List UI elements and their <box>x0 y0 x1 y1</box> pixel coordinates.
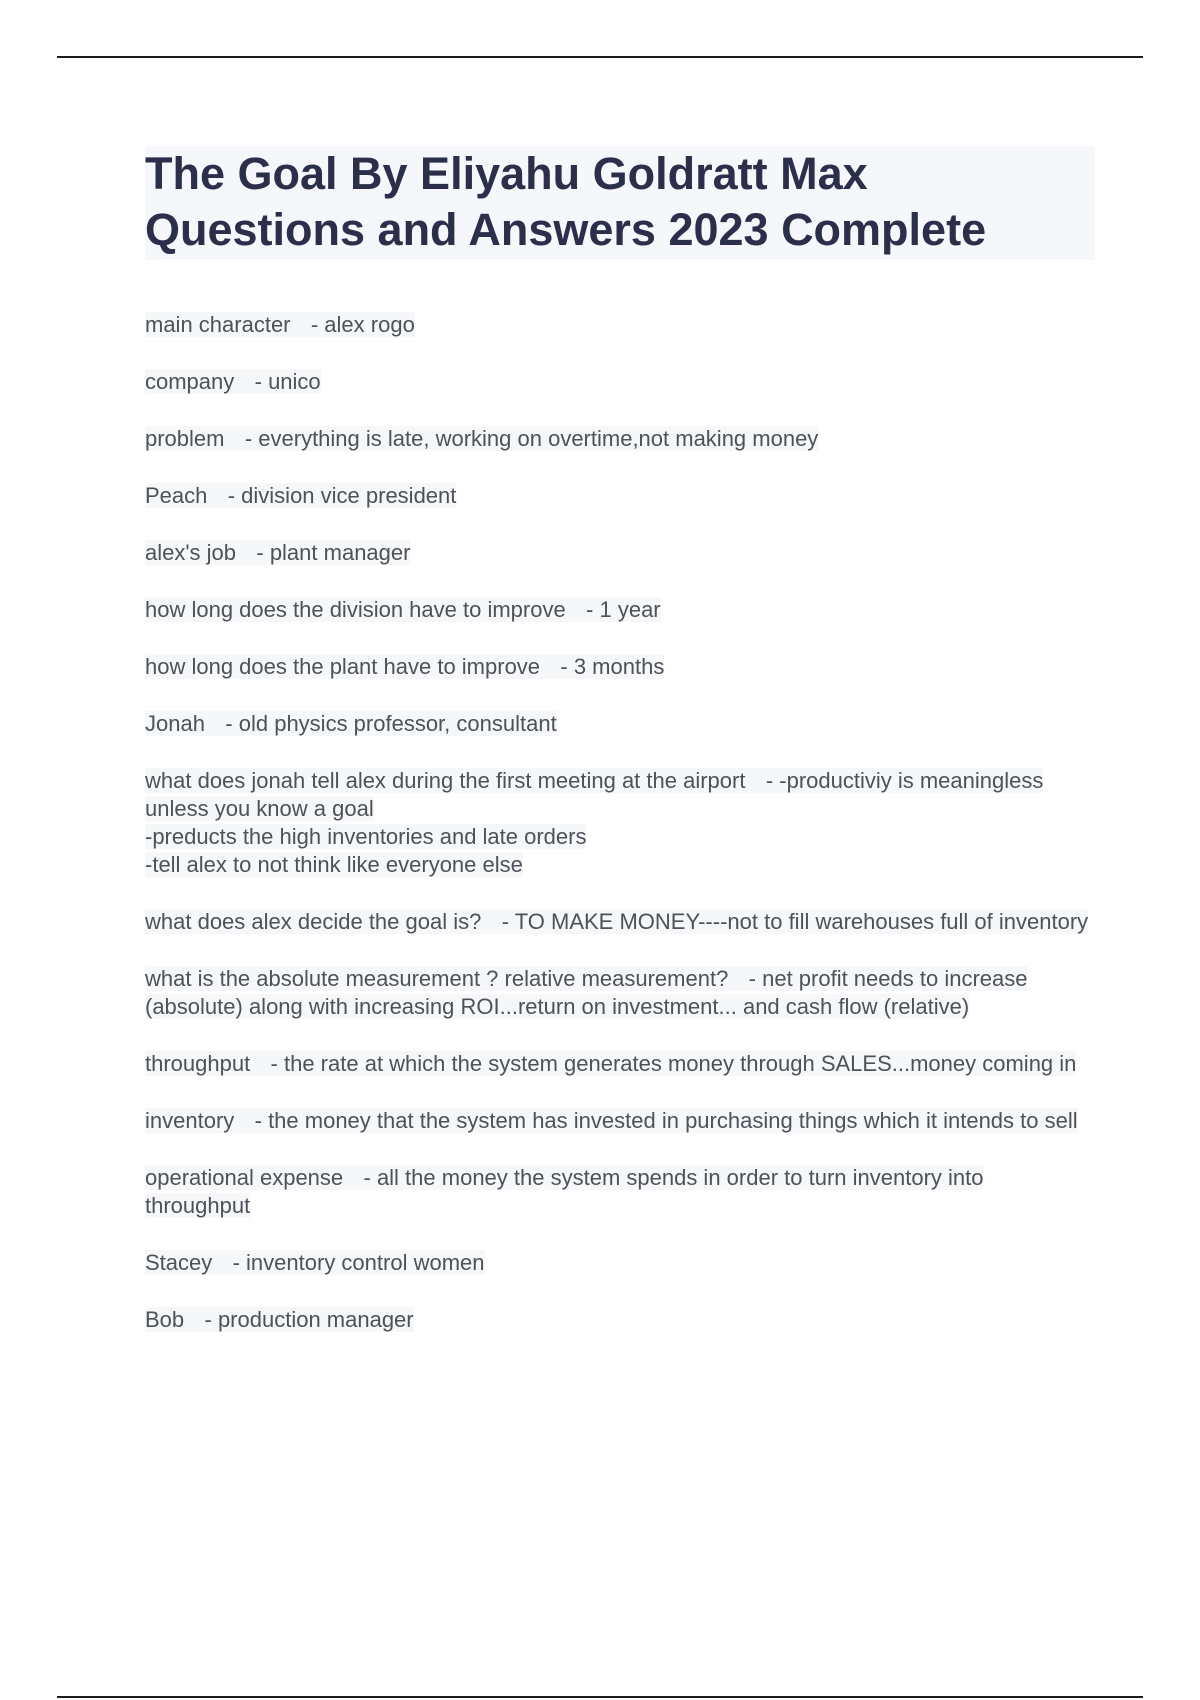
answer: - TO MAKE MONEY----not to fill warehouses full of inventory <box>501 909 1089 934</box>
question: inventory <box>145 1108 235 1133</box>
title-block <box>145 146 1095 260</box>
answer: - inventory control women <box>232 1250 485 1275</box>
answer: - the rate at which the system generates money through SALES...money coming in <box>270 1051 1077 1076</box>
qa-item <box>145 311 1090 339</box>
answer: - -productiviy is meaningless unless you know a goal -preducts the high inventories and late orders -tell alex to not think like everyone else <box>145 768 1044 877</box>
qa-item <box>145 767 1090 879</box>
answer: - the money that the system has invested in purchasing things which it intends to sell <box>254 1108 1078 1133</box>
question: what does alex decide the goal is? <box>145 909 482 934</box>
question: main character <box>145 312 291 337</box>
qa-item <box>145 710 1090 738</box>
qa-item <box>145 1050 1090 1078</box>
qa-item <box>145 1306 1090 1334</box>
top-rule <box>57 56 1143 58</box>
answer: - production manager <box>204 1307 414 1332</box>
answer: - everything is late, working on overtime,not making money <box>244 426 819 451</box>
question: how long does the plant have to improve <box>145 654 541 679</box>
question: problem <box>145 426 225 451</box>
question: what does jonah tell alex during the first meeting at the airport <box>145 768 746 793</box>
answer: - 1 year <box>586 597 661 622</box>
question: alex's job <box>145 540 237 565</box>
qa-item <box>145 368 1090 396</box>
question: Jonah <box>145 711 205 736</box>
answer: - plant manager <box>256 540 411 565</box>
document-title: The Goal By Eliyahu Goldratt Max Questions and Answers 2023 Complete <box>145 148 987 255</box>
answer: - alex rogo <box>310 312 415 337</box>
answer: - unico <box>254 369 321 394</box>
qa-item <box>145 653 1090 681</box>
question: Peach <box>145 483 208 508</box>
answer: - old physics professor, consultant <box>225 711 557 736</box>
qa-item <box>145 482 1090 510</box>
question: Stacey <box>145 1250 213 1275</box>
question: how long does the division have to improve <box>145 597 566 622</box>
qa-item <box>145 425 1090 453</box>
qa-item <box>145 596 1090 624</box>
qa-item <box>145 539 1090 567</box>
qa-item <box>145 908 1090 936</box>
qa-item <box>145 1249 1090 1277</box>
qa-list <box>145 311 1090 1363</box>
bottom-rule <box>57 1696 1143 1698</box>
question: operational expense <box>145 1165 344 1190</box>
answer: - net profit needs to increase (absolute) along with increasing ROI...return on investment... and cash flow (relative) <box>145 966 1028 1019</box>
question: what is the absolute measurement ? relative measurement? <box>145 966 729 991</box>
qa-item <box>145 1164 1090 1220</box>
question: company <box>145 369 235 394</box>
qa-item <box>145 965 1090 1021</box>
question: Bob <box>145 1307 185 1332</box>
question: throughput <box>145 1051 251 1076</box>
answer: - 3 months <box>560 654 665 679</box>
answer: - all the money the system spends in order to turn inventory into throughput <box>145 1165 984 1218</box>
qa-item <box>145 1107 1090 1135</box>
answer: - division vice president <box>227 483 457 508</box>
